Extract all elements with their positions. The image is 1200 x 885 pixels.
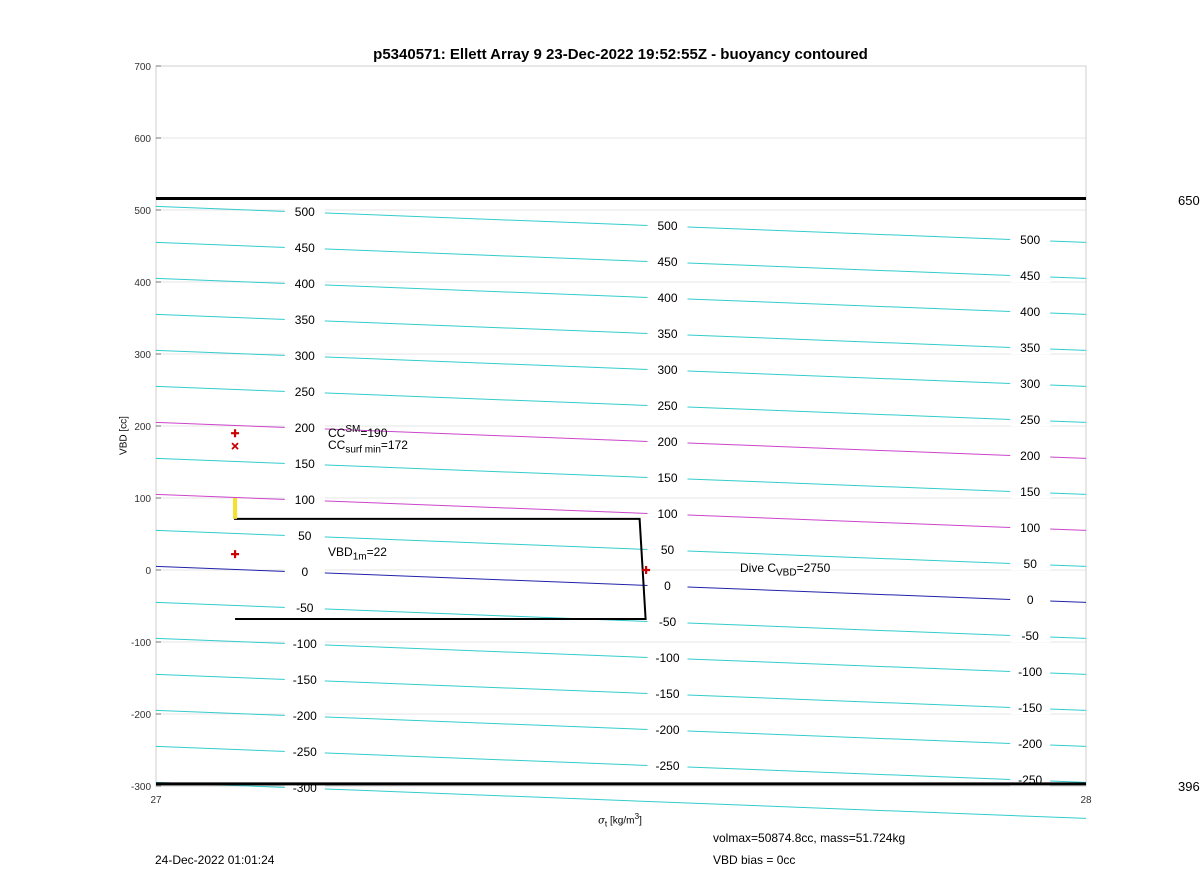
timestamp-text: 24-Dec-2022 01:01:24 [155,853,275,867]
dive-c-value: =2750 [796,561,831,575]
contour-label: -200 [655,723,680,738]
contour-label: 100 [1020,521,1041,536]
contour-label: -250 [655,759,680,774]
contour-label: 50 [1023,557,1037,572]
y-tick-label: 300 [134,350,151,361]
contour-label: 300 [657,363,678,378]
contour-label: 200 [294,421,315,436]
vbd-1m-annotation [328,545,387,562]
contour-label: 500 [657,219,678,234]
contour-label: 50 [660,543,675,558]
contour-label: -100 [655,651,680,666]
y-tick-label: -200 [130,710,151,721]
contour-label: -100 [292,637,317,652]
x-axis-label [560,811,680,828]
contour-label: 400 [1020,305,1041,320]
y-tick-label: 200 [134,422,151,433]
vbd-max-label: 650 [1178,193,1200,208]
contour-label: 200 [657,435,678,450]
marker-plus [231,429,239,437]
contour-label: 300 [294,349,315,364]
contour-label: 250 [657,399,678,414]
y-tick-label: 100 [134,494,151,505]
x-tick-label: 27 [150,795,162,806]
vbd-bias-text: VBD bias = 0cc [713,853,796,867]
cc-sm-sup: SM [345,424,361,435]
volmax-mass-text: volmax=50874.8cc, mass=51.724kg [713,831,906,845]
contour-label: 250 [1020,413,1041,428]
vbd-1m-sub: 1m [352,551,367,563]
contour-label: -50 [658,615,677,630]
contour-label: -150 [292,673,317,688]
y-tick-label: 600 [134,134,151,145]
contour-label: 200 [1020,449,1041,464]
cc-surf-value: =172 [380,438,408,452]
marker-cross [232,443,238,449]
vbd-1m-value: =22 [366,545,387,559]
contour-label: 0 [664,579,671,594]
contour-label: 150 [1020,485,1041,500]
contour-label: 350 [657,327,678,342]
contour-label: -150 [1018,701,1043,716]
contour-label: 350 [294,313,315,328]
x-axis-label-symbol: σ [598,815,605,827]
y-tick-label: 500 [134,206,151,217]
contour-label: 250 [294,385,315,400]
contour-label: -250 [292,745,317,760]
cc-sm-value: =190 [360,426,388,440]
x-axis-label-units-close: ] [639,815,642,827]
y-tick-label: -100 [130,638,151,649]
cc-sm-base: CC [328,426,346,440]
vbd-min-label: 396 [1178,779,1200,794]
contour-label: -300 [292,781,317,796]
contour-label: 400 [294,277,315,292]
contour-label: -250 [1018,773,1043,788]
contour-label: -150 [655,687,680,702]
contour-label: 0 [1026,593,1034,608]
contour-label: 50 [298,529,312,544]
contour-label: 450 [294,241,315,256]
contour-label: 450 [657,255,678,270]
contour-label: 300 [1020,377,1041,392]
contour-label: 500 [294,205,315,220]
contour-label: -200 [1018,737,1043,752]
contour-label: 400 [657,291,678,306]
contour-label: 500 [1020,233,1041,248]
y-tick-label: 400 [134,278,151,289]
x-tick-label: 28 [1080,795,1092,806]
contour-label: -100 [1018,665,1043,680]
cc-surf-min-annotation [328,438,408,455]
vbd-1m-base: VBD [328,545,353,559]
contour-label: 0 [301,565,309,580]
marker-plus [231,550,239,558]
y-tick-label: -300 [130,782,151,793]
x-axis-label-subscript: t [604,818,608,829]
chart-title: p5340571: Ellett Array 9 23-Dec-2022 19:52:55Z - buoyancy contoured [373,46,868,63]
y-tick-label: 0 [145,566,151,577]
cc-surf-sub: surf min [345,444,381,456]
contour-label: -200 [292,709,317,724]
y-axis-label: VBD [cc] [118,416,130,455]
cc-surf-base: CC [328,438,346,452]
contour-label: -50 [296,601,314,616]
contour-label: 350 [1020,341,1041,356]
contour-label: 450 [1020,269,1041,284]
x-axis-label-units: [kg/m [610,815,635,827]
contour-label: 100 [657,507,678,522]
contour-label: 150 [294,457,315,472]
contour-label: 100 [294,493,315,508]
contour-label: 150 [657,471,678,486]
dive-c-vbd-annotation [740,561,830,578]
contour-label: -50 [1021,629,1039,644]
y-tick-label: 700 [134,62,151,73]
dive-c-sub: VBD [776,567,797,579]
x-axis-label-units-sup: 3 [634,811,640,821]
dive-c-base: Dive C [740,561,777,575]
